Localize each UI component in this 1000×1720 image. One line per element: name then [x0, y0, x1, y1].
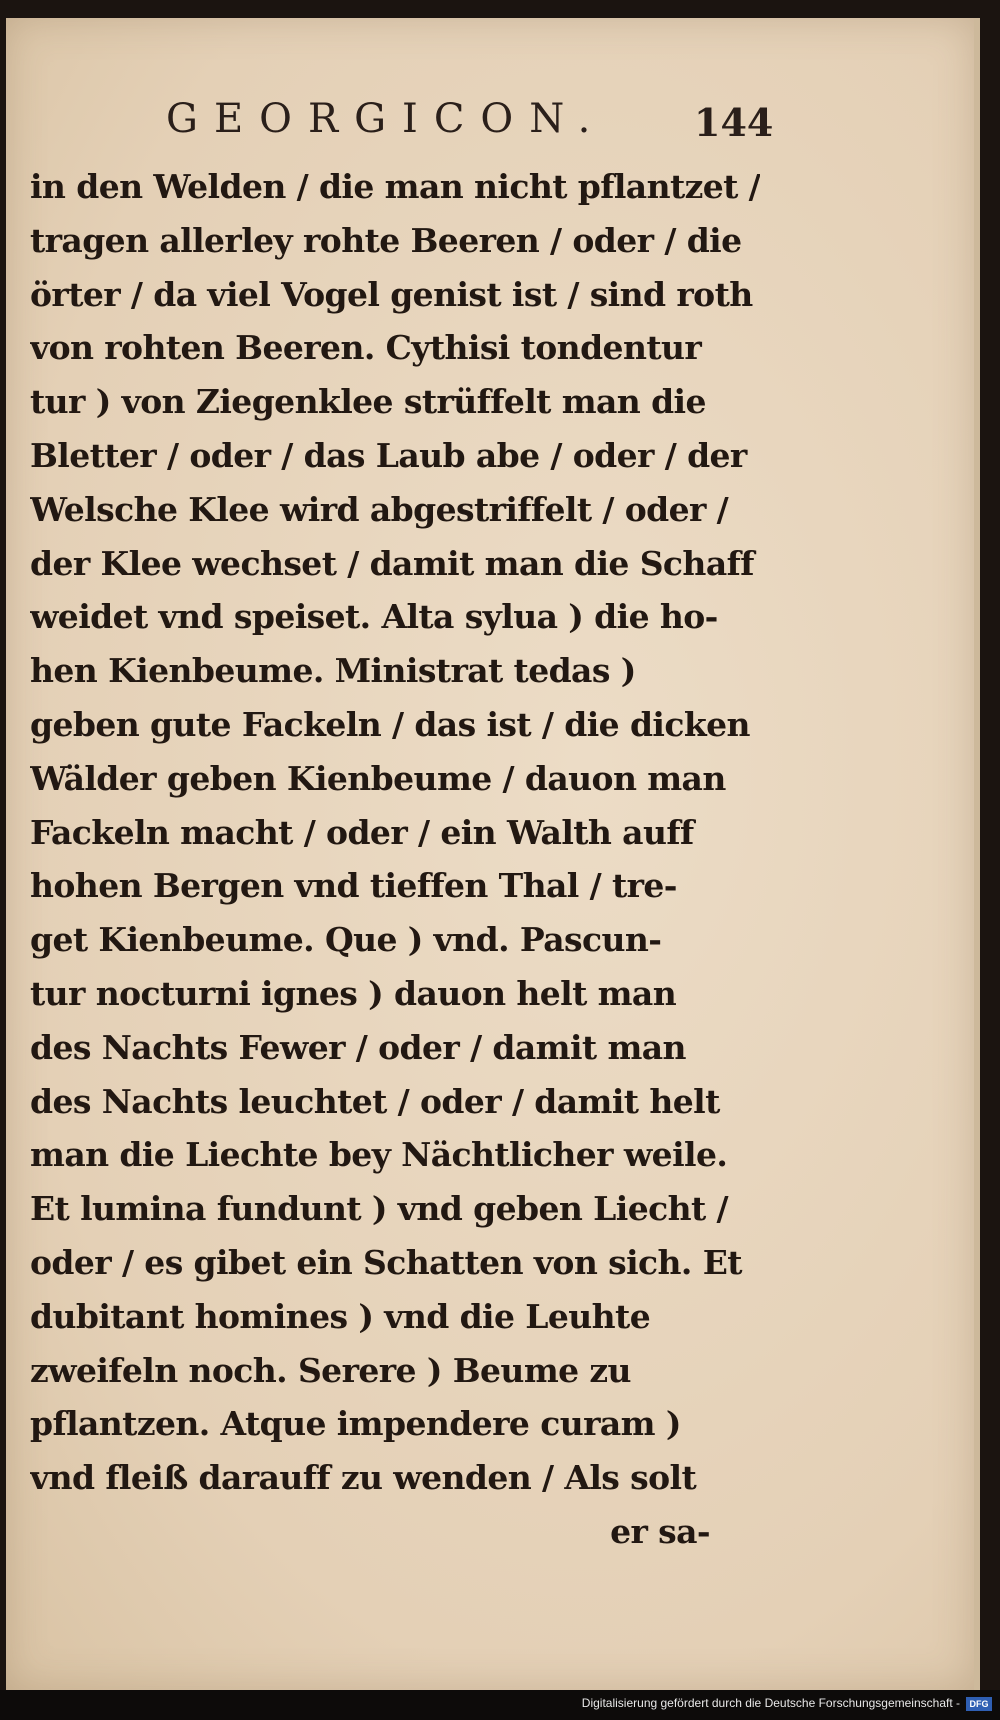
text-line: hohen Bergen vnd tieffen Thal / tre- — [30, 866, 677, 906]
text-line: get Kienbeume. Que ) vnd. Pascun- — [30, 920, 662, 960]
text-line: tragen allerley rohte Beeren / oder / die — [30, 220, 742, 260]
text-line: weidet vnd speiset. Alta sylua ) die ho- — [30, 597, 718, 637]
book-page — [6, 18, 980, 1690]
text-line: Et lumina fundunt ) vnd geben Liecht / — [30, 1189, 728, 1229]
text-block — [30, 160, 760, 1559]
text-line: hen Kienbeume. Ministrat tedas ) — [30, 651, 636, 691]
text-line: geben gute Fackeln / das ist / die dicken — [30, 704, 750, 744]
text-line: Wälder geben Kienbeume / dauon man — [30, 758, 726, 798]
text-line: zweifeln noch. Serere ) Beume zu — [30, 1350, 631, 1390]
text-line: dubitant homines ) vnd die Leuhte — [30, 1296, 651, 1336]
text-line: örter / da viel Vogel genist ist / sind roth — [30, 274, 753, 314]
text-line: in den Welden / die man nicht pflantzet / — [30, 167, 760, 206]
text-line: Welsche Klee wird abgestriffelt / oder / — [30, 489, 729, 529]
page-header — [6, 88, 974, 148]
text-line: der Klee wechset / damit man die Schaff — [30, 543, 754, 583]
text-line: Bletter / oder / das Laub abe / oder / der — [30, 435, 747, 475]
page-number: 144 — [694, 100, 774, 145]
text-line: tur ) von Ziegenklee strüffelt man die — [30, 382, 706, 422]
text-line: oder / es gibet ein Schatten von sich. Et — [30, 1242, 742, 1282]
text-line: vnd fleiß darauff zu wenden / Als solt — [30, 1458, 697, 1498]
text-line: tur nocturni ignes ) dauon helt man — [30, 973, 677, 1013]
text-line: von rohten Beeren. Cythisi tondentur — [30, 328, 702, 368]
footer-bar — [0, 1690, 1000, 1720]
funding-notice: Digitalisierung gefördert durch die Deutsche Forschungsgemeinschaft - — [581, 1696, 960, 1710]
catchword: er sa- — [610, 1511, 710, 1551]
running-title: GEORGICON. — [166, 96, 607, 142]
dfg-logo-icon: DFG — [966, 1697, 992, 1711]
text-line: des Nachts leuchtet / oder / damit helt — [30, 1081, 720, 1121]
text-line: Fackeln macht / oder / ein Walth auff — [30, 812, 694, 852]
text-line: pflantzen. Atque impendere curam ) — [30, 1404, 681, 1444]
text-line: man die Liechte bey Nächtlicher weile. — [30, 1135, 728, 1175]
text-line: des Nachts Fewer / oder / damit man — [30, 1027, 686, 1067]
